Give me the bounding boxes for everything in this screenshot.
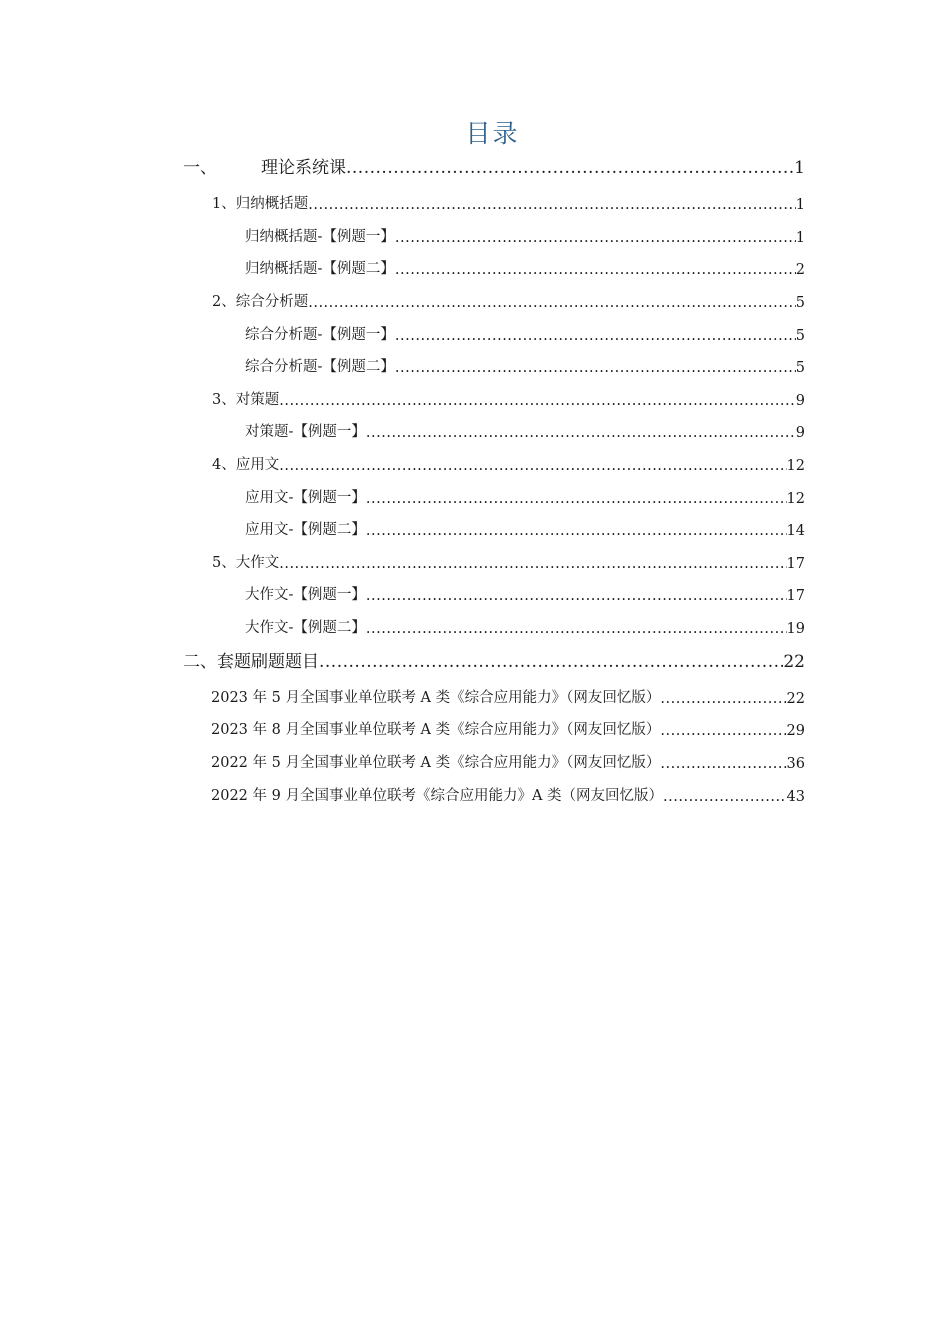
toc-entry-label: 归纳概括题-【例题二】 [245, 261, 395, 277]
toc-leader [395, 230, 796, 246]
toc-page-number: 12 [786, 491, 805, 507]
toc-entry-label: 综合分析题-【例题一】 [245, 327, 395, 343]
toc-leader [279, 393, 796, 409]
toc-leader [319, 652, 783, 672]
toc-entry-exam[interactable] [211, 713, 805, 739]
toc-leader [308, 197, 796, 213]
toc-entry-label: 理论系统课 [261, 158, 346, 178]
toc-leader [279, 458, 786, 474]
toc-page-number: 9 [795, 393, 805, 409]
toc-page-number: 2 [795, 262, 805, 278]
toc-entry-section[interactable] [212, 448, 805, 474]
toc-page-number: 22 [783, 652, 805, 672]
toc-entry-label: 2022 年 5 月全国事业单位联考 A 类《综合应用能力》（网友回忆版） [211, 755, 661, 771]
toc-entry-label: 综合分析题-【例题二】 [245, 359, 395, 375]
toc-entry-label: 2、综合分析题 [212, 294, 309, 310]
toc-leader [660, 756, 786, 772]
toc-leader [366, 491, 787, 507]
toc-entry-label: 应用文-【例题一】 [245, 490, 366, 506]
toc-entry-label: 1、归纳概括题 [212, 196, 309, 212]
toc-entry-label: 4、应用文 [212, 457, 280, 473]
toc-entry-label: 3、对策题 [212, 392, 280, 408]
toc-page-number: 5 [795, 360, 805, 376]
toc-page-number: 29 [786, 723, 805, 739]
toc-entry-example[interactable] [245, 252, 805, 278]
toc-leader [366, 425, 796, 441]
toc-entry-example[interactable] [245, 513, 805, 539]
toc-entry-example[interactable] [245, 415, 805, 441]
toc-entry-label: 归纳概括题-【例题一】 [245, 229, 395, 245]
toc-entry-label: 应用文-【例题二】 [245, 522, 366, 538]
toc-page-number: 17 [786, 588, 805, 604]
toc-page-number: 9 [795, 425, 805, 441]
toc-entry-exam[interactable] [211, 746, 805, 772]
toc-entry-section[interactable] [212, 285, 805, 311]
toc-leader [660, 691, 786, 707]
toc-entry-section[interactable] [212, 546, 805, 572]
toc-leader [346, 158, 794, 178]
toc-entry-section[interactable] [212, 383, 805, 409]
toc-entry-label: 二、套题刷题题目 [183, 652, 319, 672]
toc-entry-label: 大作文-【例题一】 [245, 587, 366, 603]
toc-entry-label: 对策题-【例题一】 [245, 424, 366, 440]
toc-title: 目录 [465, 119, 520, 148]
toc-entry-exam[interactable] [211, 779, 805, 805]
toc-entry-part-2[interactable] [183, 646, 805, 672]
toc-leader [395, 328, 796, 344]
toc-entry-label: 2022 年 9 月全国事业单位联考《综合应用能力》A 类（网友回忆版） [211, 788, 664, 804]
toc-leader [279, 556, 786, 572]
toc-entry-label: 一、 [183, 158, 217, 178]
toc-page-number: 1 [795, 230, 805, 246]
toc-page-number: 22 [786, 691, 805, 707]
toc-entry-part-1[interactable] [183, 152, 805, 178]
toc-leader [395, 262, 796, 278]
toc-entry-example[interactable] [245, 318, 805, 344]
toc-leader [366, 621, 787, 637]
toc-entry-exam[interactable] [211, 681, 805, 707]
toc-leader [366, 588, 787, 604]
toc-entry-example[interactable] [245, 220, 805, 246]
toc-leader [660, 723, 786, 739]
toc-entry-section[interactable] [212, 187, 805, 213]
toc-leader [308, 295, 796, 311]
toc-page-number: 5 [795, 328, 805, 344]
toc-page-number: 43 [786, 789, 805, 805]
toc-entry-example[interactable] [245, 611, 805, 637]
toc-page-number: 12 [786, 458, 805, 474]
toc-entry-label: 2023 年 5 月全国事业单位联考 A 类《综合应用能力》（网友回忆版） [211, 690, 661, 706]
toc-entry-label: 大作文-【例题二】 [245, 620, 366, 636]
toc-leader [366, 523, 787, 539]
toc-page-number: 14 [786, 523, 805, 539]
toc-page-number: 1 [794, 158, 805, 178]
toc-entry-example[interactable] [245, 481, 805, 507]
toc-leader [663, 789, 787, 805]
toc-page-number: 1 [795, 197, 805, 213]
toc-page-number: 36 [786, 756, 805, 772]
toc-entry-example[interactable] [245, 350, 805, 376]
toc-entry-label: 2023 年 8 月全国事业单位联考 A 类《综合应用能力》（网友回忆版） [211, 722, 661, 738]
toc-leader [395, 360, 796, 376]
toc-page-number: 5 [795, 295, 805, 311]
toc-page-number: 19 [786, 621, 805, 637]
toc-entry-label: 5、大作文 [212, 555, 280, 571]
toc-page-number: 17 [786, 556, 805, 572]
toc-entry-example[interactable] [245, 578, 805, 604]
